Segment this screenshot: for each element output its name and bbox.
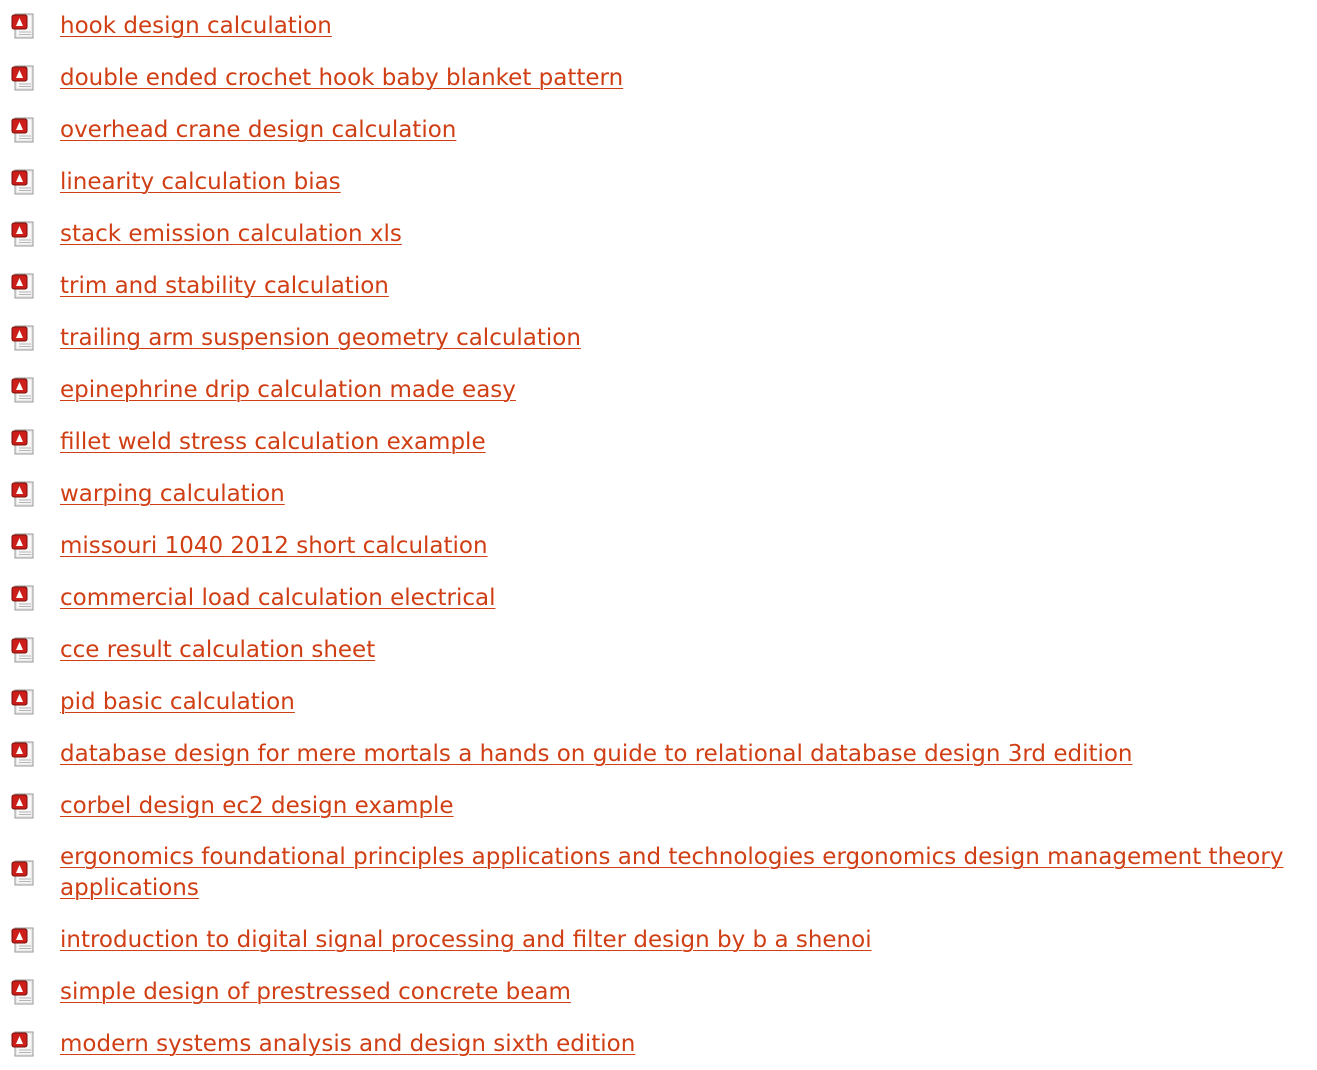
pdf-file-icon [11, 481, 37, 507]
pdf-file-icon [11, 741, 37, 767]
list-item [0, 676, 1317, 728]
pdf-file-icon [11, 979, 37, 1005]
list-item [0, 416, 1317, 468]
pdf-link[interactable]: warping calculation [60, 480, 285, 507]
list-item [0, 832, 1317, 914]
pdf-link[interactable]: pid basic calculation [60, 688, 295, 715]
list-item [0, 966, 1317, 1018]
pdf-file-icon [11, 689, 37, 715]
pdf-file-icon [11, 377, 37, 403]
pdf-link[interactable]: overhead crane design calculation [60, 116, 457, 143]
list-item [0, 364, 1317, 416]
pdf-link[interactable]: fillet weld stress calculation example [60, 428, 486, 455]
pdf-link[interactable]: commercial load calculation electrical [60, 584, 496, 611]
list-item [0, 624, 1317, 676]
pdf-link[interactable]: trim and stability calculation [60, 272, 389, 299]
pdf-link[interactable]: ergonomics foundational principles applications and technologies ergonomics design management theory applications [60, 844, 1284, 901]
pdf-link[interactable]: introduction to digital signal processing and filter design by b a shenoi [60, 926, 872, 953]
pdf-file-icon [11, 927, 37, 953]
pdf-link[interactable]: linearity calculation bias [60, 168, 341, 195]
pdf-link[interactable]: database design for mere mortals a hands on guide to relational database design 3rd edition [60, 740, 1133, 767]
list-item [0, 780, 1317, 832]
list-item [0, 914, 1317, 966]
pdf-file-icon [11, 221, 37, 247]
pdf-file-icon [11, 65, 37, 91]
pdf-link[interactable]: missouri 1040 2012 short calculation [60, 532, 488, 559]
pdf-file-icon [11, 533, 37, 559]
list-item [0, 312, 1317, 364]
pdf-file-icon [11, 117, 37, 143]
pdf-link[interactable]: hook design calculation [60, 12, 332, 39]
list-item [0, 156, 1317, 208]
list-item [0, 52, 1317, 104]
list-item [0, 104, 1317, 156]
pdf-file-icon [11, 169, 37, 195]
pdf-file-icon [11, 13, 37, 39]
pdf-file-icon [11, 585, 37, 611]
list-item [0, 728, 1317, 780]
pdf-link[interactable]: simple design of prestressed concrete beam [60, 978, 571, 1005]
list-item [0, 572, 1317, 624]
list-item [0, 260, 1317, 312]
pdf-link[interactable]: epinephrine drip calculation made easy [60, 376, 516, 403]
pdf-file-icon [11, 637, 37, 663]
pdf-file-icon [11, 793, 37, 819]
pdf-link[interactable]: trailing arm suspension geometry calculation [60, 324, 581, 351]
list-item [0, 468, 1317, 520]
pdf-link[interactable]: cce result calculation sheet [60, 636, 376, 663]
pdf-link[interactable]: modern systems analysis and design sixth edition [60, 1030, 636, 1057]
pdf-file-icon [11, 860, 37, 886]
pdf-file-icon [11, 1031, 37, 1057]
list-item [0, 208, 1317, 260]
list-item [0, 0, 1317, 52]
list-item [0, 520, 1317, 572]
pdf-link[interactable]: corbel design ec2 design example [60, 792, 454, 819]
list-item [0, 1018, 1317, 1070]
pdf-link[interactable]: double ended crochet hook baby blanket pattern [60, 64, 624, 91]
pdf-file-icon [11, 273, 37, 299]
pdf-file-icon [11, 429, 37, 455]
pdf-file-icon [11, 325, 37, 351]
pdf-link[interactable]: stack emission calculation xls [60, 220, 402, 247]
